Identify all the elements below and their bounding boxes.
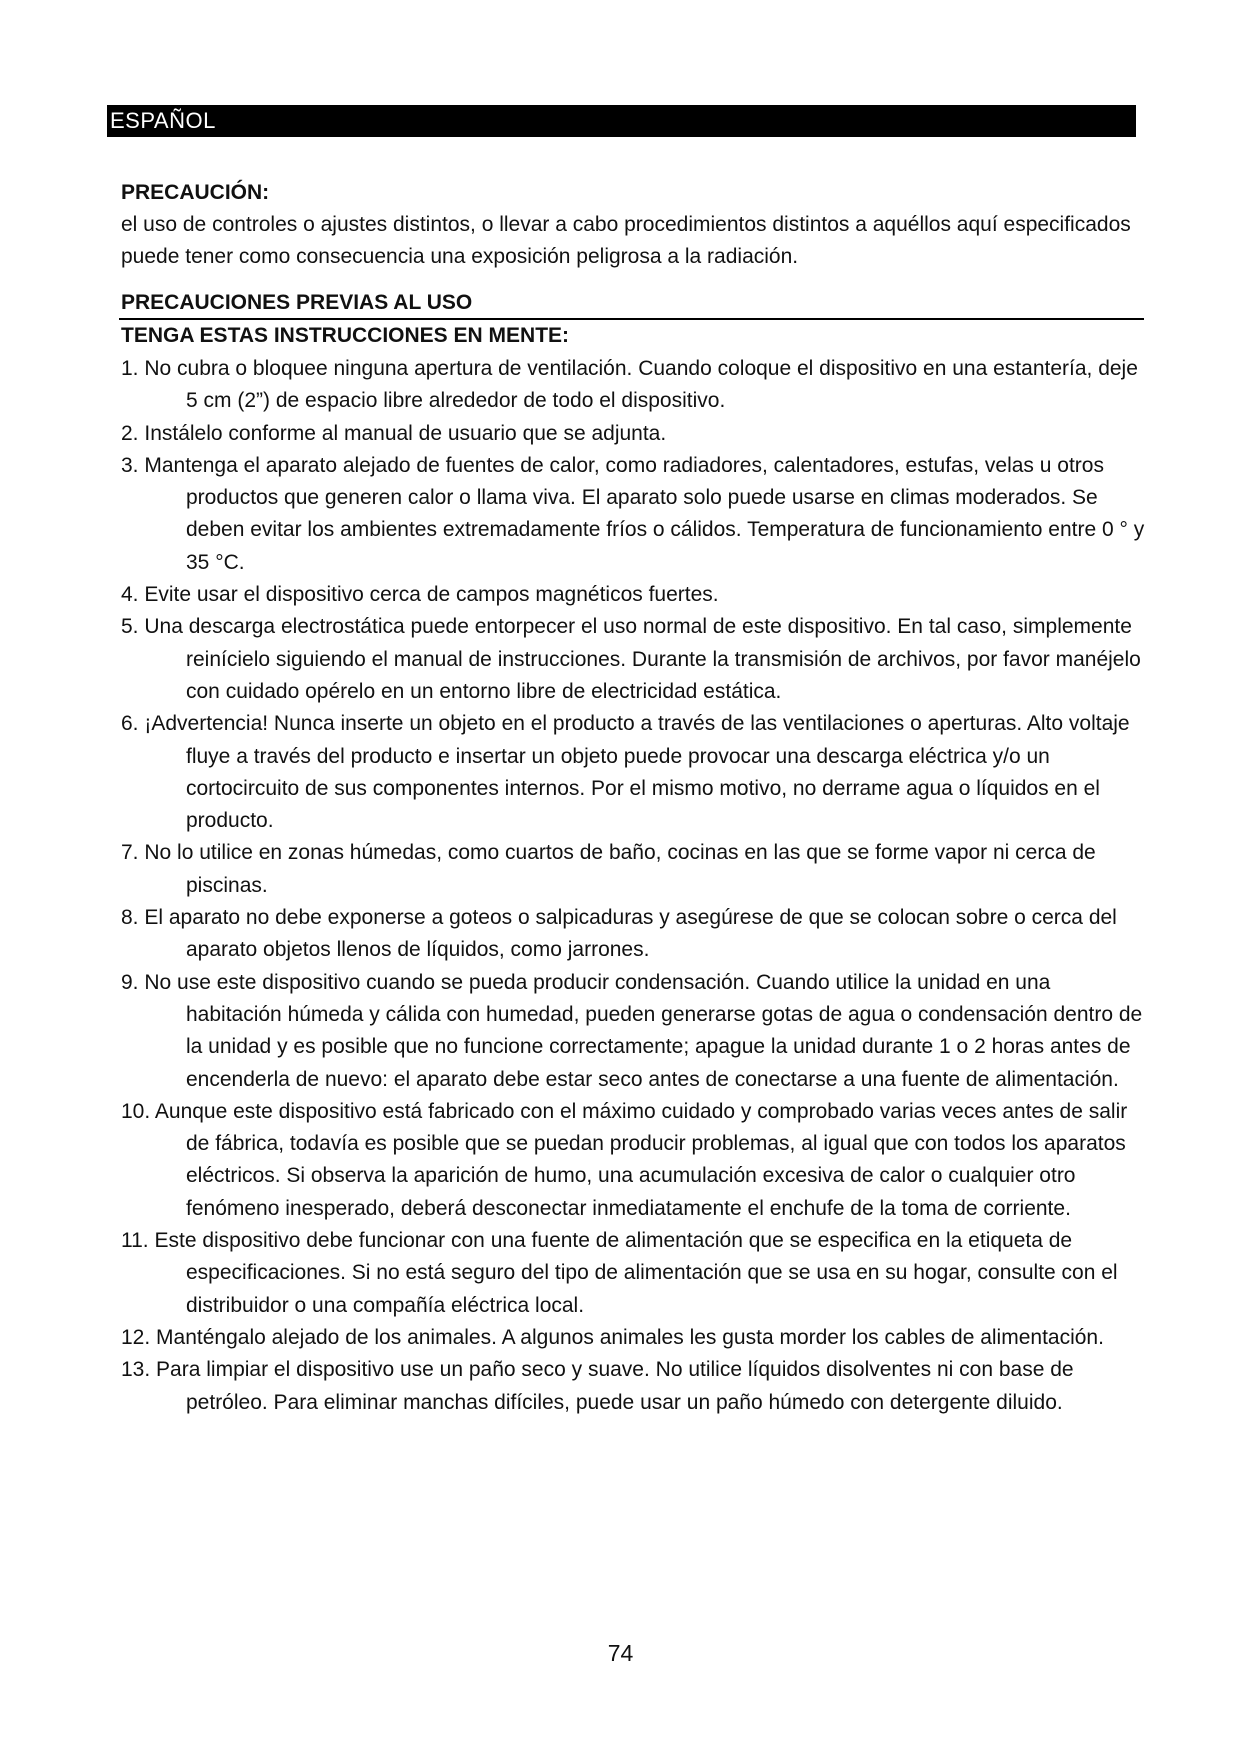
list-item bbox=[121, 902, 1151, 967]
list-item-number: 12. bbox=[121, 1325, 151, 1349]
section-title: PRECAUCIONES PREVIAS AL USO bbox=[121, 291, 473, 314]
list-item bbox=[121, 353, 1151, 418]
list-item-number: 6. bbox=[121, 712, 139, 736]
list-item-number: 7. bbox=[121, 841, 139, 865]
language-header-bar bbox=[107, 105, 1136, 137]
list-item bbox=[121, 450, 1151, 579]
list-item-text: Este dispositivo debe funcionar con una fuente de alimentación que se especifica en la etiqueta de especificaciones. Si no está seguro del tipo de alimentación que se usa en su hogar, consulte con el distribuidor o una compañía eléctrica local. bbox=[154, 1229, 1118, 1317]
list-item bbox=[121, 611, 1151, 708]
language-label: ESPAÑOL bbox=[110, 108, 216, 133]
list-item-text: Aunque este dispositivo está fabricado con el máximo cuidado y comprobado varias veces antes de salir de fábrica, todavía es posible que se puedan producir problemas, al igual que con todos los aparatos eléctricos. Si observa la aparición de humo, una acumulación excesiva de calor o cualquier otro fenómeno inesperado, deberá desconectar inmediatamente el enchufe de la toma de corriente. bbox=[154, 1099, 1128, 1220]
list-item-text: Para limpiar el dispositivo use un paño seco y suave. No utilice líquidos disolventes ni con base de petróleo. Para eliminar manchas difíciles, puede usar un paño húmedo con detergente diluido. bbox=[156, 1358, 1074, 1414]
list-item-number: 13. bbox=[121, 1358, 151, 1382]
list-item-text: No use este dispositivo cuando se pueda producir condensación. Cuando utilice la unidad en una habitación húmeda y cálida con humedad, pueden generarse gotas de agua o condensación dentro de la unidad y es posible que no funcione correctamente; apague la unidad durante 1 o 2 horas antes de encenderla de nuevo: el aparato debe estar seco antes de conectarse a una fuente de alimentación. bbox=[144, 970, 1143, 1091]
list-item bbox=[121, 708, 1151, 837]
caution-text: el uso de controles o ajustes distintos, o llevar a cabo procedimientos distintos a aquéllos aquí especificados puede tener como consecuencia una exposición peligrosa a la radiación. bbox=[121, 213, 1131, 268]
list-item-number: 9. bbox=[121, 970, 139, 994]
list-item bbox=[121, 1322, 1151, 1354]
list-item-number: 2. bbox=[121, 421, 139, 445]
list-item bbox=[121, 967, 1151, 1096]
list-item bbox=[121, 1225, 1151, 1322]
list-item-text: Evite usar el dispositivo cerca de campos magnéticos fuertes. bbox=[144, 583, 719, 607]
list-item bbox=[121, 1096, 1151, 1225]
list-item-text: Mantenga el aparato alejado de fuentes de calor, como radiadores, calentadores, estufas, velas u otros productos que generen calor o llama viva. El aparato solo puede usarse en climas moderados. Se deben evitar los ambientes extremadamente fríos o cálidos. Temperatura de funcionamiento entre 0 ° y 35 °C. bbox=[144, 453, 1145, 574]
list-item-number: 11. bbox=[121, 1229, 149, 1253]
list-item bbox=[121, 837, 1151, 902]
caution-title: PRECAUCIÓN: bbox=[121, 181, 270, 204]
list-item-number: 4. bbox=[121, 583, 139, 607]
list-item-text: No cubra o bloquee ninguna apertura de ventilación. Cuando coloque el dispositivo en una estantería, deje 5 cm (2”) de espacio libre alrededor de todo el dispositivo. bbox=[144, 357, 1138, 413]
list-item bbox=[121, 418, 1151, 450]
list-item-text: ¡Advertencia! Nunca inserte un objeto en el producto a través de las ventilaciones o aperturas. Alto voltaje fluye a través del producto e insertar un objeto puede provocar una descarga eléctrica y/o un cortocircuito de sus componentes internos. Por el mismo motivo, no derrame agua o líquidos en el producto. bbox=[144, 712, 1130, 833]
list-item-text: No lo utilice en zonas húmedas, como cuartos de baño, cocinas en las que se forme vapor ni cerca de piscinas. bbox=[144, 841, 1096, 897]
page-number: 74 bbox=[607, 1640, 634, 1666]
list-item-text: Una descarga electrostática puede entorpecer el uso normal de este dispositivo. En tal caso, simplemente reinícielo siguiendo el manual de instrucciones. Durante la transmisión de archivos, por favor manéjelo con cuidado opérelo en un entorno libre de electricidad estática. bbox=[144, 615, 1141, 703]
section-subtitle: TENGA ESTAS INSTRUCCIONES EN MENTE: bbox=[121, 324, 570, 347]
list-item-text: El aparato no debe exponerse a goteos o salpicaduras y asegúrese de que se colocan sobre o cerca del aparato objetos llenos de líquidos, como jarrones. bbox=[144, 906, 1117, 962]
list-item-number: 3. bbox=[121, 453, 139, 477]
list-item-number: 1. bbox=[121, 357, 139, 380]
list-item-number: 8. bbox=[121, 906, 139, 930]
list-item-number: 5. bbox=[121, 615, 139, 639]
caution-block bbox=[121, 177, 1131, 273]
list-item-text: Manténgalo alejado de los animales. A algunos animales les gusta morder los cables de alimentación. bbox=[156, 1325, 1104, 1349]
list-item-number: 10. bbox=[121, 1099, 151, 1123]
list-item-text: Instálelo conforme al manual de usuario que se adjunta. bbox=[144, 421, 667, 445]
precautions-list bbox=[121, 353, 1151, 1419]
list-item bbox=[121, 1354, 1151, 1419]
list-item bbox=[121, 579, 1151, 611]
